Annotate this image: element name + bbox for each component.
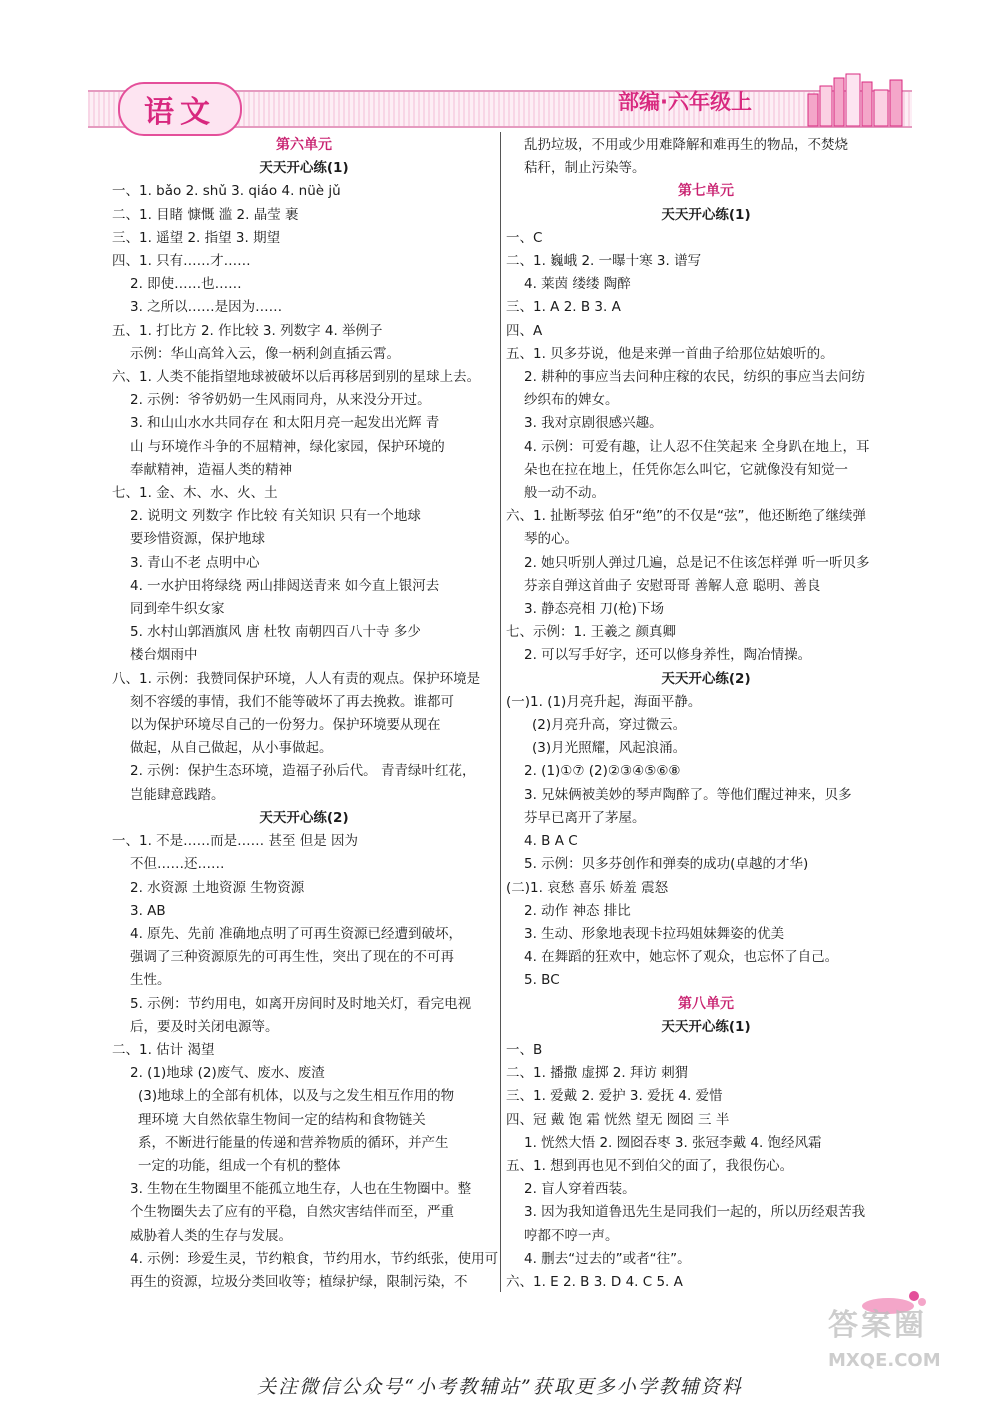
answer-line: 一、1. bǎo 2. shǔ 3. qiáo 4. nüè jǔ: [112, 183, 341, 200]
answer-line: 威胁着人类的生存与发展。: [130, 1227, 292, 1244]
answer-line: 系，不断进行能量的传递和营养物质的循环，并产生: [138, 1134, 449, 1151]
answer-line: 5. BC: [524, 972, 560, 989]
answer-line: 奉献精神，造福人类的精神: [130, 461, 292, 478]
answer-line: 3. 生动、形象地表现卡拉玛姐妹舞姿的优美: [524, 925, 785, 942]
answer-line: 强调了三种资源原先的可再生性，突出了现在的不可再: [130, 949, 454, 966]
answer-line: 理环境 大自然依靠生物间一定的结构和食物链关: [138, 1111, 426, 1128]
answer-line: 2. 即使……也……: [130, 276, 242, 293]
answer-line: 二、1. 估计 渴望: [112, 1041, 215, 1058]
answer-line: 一定的功能，组成一个有机的整体: [138, 1157, 341, 1174]
answer-line: 5. 示例：节约用电，如离开房间时及时地关灯，看完电视: [130, 995, 472, 1012]
answer-line: 秸秆，制止污染等。: [524, 160, 646, 177]
answer-line: 同到牵牛织女家: [130, 601, 225, 618]
exercise-title: 天天开心练(2): [259, 809, 349, 826]
answer-line: 2. 示例：爷爷奶奶一生风雨同舟，从来没分开过。: [130, 392, 431, 409]
answer-line: 做起，从自己做起，从小事做起。: [130, 740, 333, 757]
answer-line: 山 与环境作斗争的不屈精神，绿化家园，保护环境的: [130, 438, 445, 455]
answer-line: (二)1. 哀愁 喜乐 娇羞 震怒: [506, 879, 669, 896]
answer-line: 个生物圈失去了应有的平稳，自然灾害结伴而至，严重: [130, 1204, 454, 1221]
subject-label: 语文: [144, 95, 216, 130]
answer-line: 2. (1)地球 (2)废气、废水、废渣: [130, 1065, 325, 1082]
answer-line: 三、1. 爱戴 2. 爱护 3. 爱抚 4. 爱惜: [506, 1088, 723, 1105]
right-answer-column: [506, 134, 906, 1294]
answer-line: 不但……还……: [130, 856, 225, 873]
answer-line: 3. 青山不老 点明中心: [130, 554, 260, 571]
answer-line: 生性。: [130, 972, 171, 989]
answer-line: 刻不容缓的事情，我们不能等破坏了再去挽救。谁都可: [130, 693, 454, 710]
left-answer-column: [112, 134, 499, 1294]
answer-line: 4. 莱茵 缕缕 陶醉: [524, 276, 631, 293]
answer-line: (2)月亮升高，穿过微云。: [532, 717, 687, 734]
answer-line: 2. 盲人穿着西装。: [524, 1181, 636, 1198]
answer-line: 3. AB: [130, 902, 166, 919]
answer-line: 七、示例：1. 王羲之 颜真卿: [506, 624, 676, 641]
watermark: [828, 1300, 988, 1380]
answer-line: 2. 示例：保护生态环境，造福子孙后代。 青青绿叶红花，: [130, 763, 476, 780]
answer-line: 三、1. 遥望 2. 指望 3. 期望: [112, 229, 281, 246]
exercise-title: 天天开心练(1): [259, 160, 349, 177]
answer-line: 3. 兄妹俩被美妙的琴声陶醉了。等他们醒过神来，贝多: [524, 786, 852, 803]
answer-line: 3. 和山山水水共同存在 和太阳月亮一起发出光辉 青: [130, 415, 440, 432]
exercise-title: 天天开心练(1): [661, 206, 751, 223]
answer-line: 岂能肆意践踏。: [130, 786, 225, 803]
answer-line: 5. 水村山郭酒旗风 唐 杜牧 南朝四百八十寺 多少: [130, 624, 421, 641]
answer-line: 2. 水资源 土地资源 生物资源: [130, 879, 305, 896]
answer-line: 纱织布的婢女。: [524, 392, 619, 409]
answer-line: (一)1. (1)月亮升起，海面平静。: [506, 693, 702, 710]
grade-label: 部编·六年级上: [618, 90, 752, 114]
column-divider: [500, 132, 501, 1292]
answer-line: 2. 耕种的事应当去问种庄稼的农民，纺织的事应当去问纺: [524, 369, 866, 386]
page-header: [88, 72, 912, 132]
books-decoration-icon: [802, 72, 912, 132]
answer-line: 四、1. 只有……才……: [112, 253, 251, 270]
answer-line: 二、1. 巍峨 2. 一曝十寒 3. 谱写: [506, 253, 702, 270]
answer-line: 三、1. A 2. B 3. A: [506, 299, 621, 316]
answer-line: (3)地球上的全部有机体，以及与之发生相互作用的物: [138, 1088, 455, 1105]
answer-line: 一、C: [506, 229, 543, 246]
answer-line: 五、1. 想到再也见不到伯父的面了，我很伤心。: [506, 1157, 794, 1174]
answer-line: 芬亲自弹这首曲子 安慰哥哥 善解人意 聪明、善良: [524, 577, 821, 594]
answer-line: 六、1. E 2. B 3. D 4. C 5. A: [506, 1273, 683, 1290]
unit-title: 第八单元: [678, 995, 734, 1012]
answer-line: 六、1. 扯断琴弦 伯牙“绝”的不仅是“弦”，他还断绝了继续弹: [506, 508, 866, 525]
answer-line: 芬早已离开了茅屋。: [524, 809, 646, 826]
watermark-site: MXQE.COM: [828, 1350, 941, 1371]
answer-line: 四、冠 戴 饱 霜 恍然 望无 囫囵 三 半: [506, 1111, 730, 1128]
answer-line: 2. 她只听别人弹过几遍，总是记不住该怎样弹 听一听贝多: [524, 554, 870, 571]
answer-line: 朵也在拉在地上，任凭你怎么叫它，它就像没有知觉一: [524, 461, 848, 478]
answer-line: 3. 之所以……是因为……: [130, 299, 283, 316]
answer-line: 后，要及时关闭电源等。: [130, 1018, 279, 1035]
answer-line: 2. 动作 神态 排比: [524, 902, 631, 919]
answer-line: 楼台烟雨中: [130, 647, 198, 664]
answer-line: 4. B A C: [524, 833, 578, 850]
unit-title: 第六单元: [276, 137, 332, 153]
answer-line: 五、1. 贝多芬说，他是来弹一首曲子给那位姑娘听的。: [506, 345, 834, 362]
answer-line: 般一动不动。: [524, 485, 605, 502]
answer-line: 3. 生物在生物圈里不能孤立地生存，人也在生物圈中。整: [130, 1181, 472, 1198]
answer-line: 六、1. 人类不能指望地球被破坏以后再移居到别的星球上去。: [112, 369, 481, 386]
answer-line: 4. 删去“过去的”或者“往”。: [524, 1250, 691, 1267]
answer-line: 二、1. 播撒 虚掷 2. 拜访 刺猬: [506, 1065, 689, 1082]
answer-line: 示例：华山高耸入云，像一柄利剑直插云霄。: [130, 345, 400, 362]
answer-line: 一、1. 不是……而是…… 甚至 但是 因为: [112, 833, 359, 850]
answer-line: 3. 因为我知道鲁迅先生是同我们一起的，所以历经艰苦我: [524, 1204, 866, 1221]
answer-line: 要珍惜资源，保护地球: [130, 531, 265, 548]
answer-line: 八、1. 示例：我赞同保护环境，人人有责的观点。保护环境是: [112, 670, 481, 687]
answer-line: 哼都不哼一声。: [524, 1227, 619, 1244]
answer-line: (3)月光照耀，风起浪涌。: [532, 740, 687, 757]
answer-line: 以为保护环境尽自己的一份努力。保护环境要从现在: [130, 717, 441, 734]
answer-line: 4. 一水护田将绿绕 两山排闼送青来 如今直上银河去: [130, 577, 440, 594]
answer-line: 乱扔垃圾，不用或少用难降解和难再生的物品，不焚烧: [524, 137, 848, 153]
answer-line: 5. 示例：贝多芬创作和弹奏的成功(卓越的才华): [524, 856, 809, 873]
answer-line: 1. 恍然大悟 2. 囫囵吞枣 3. 张冠李戴 4. 饱经风霜: [524, 1134, 822, 1151]
answer-line: 4. 示例：珍爱生灵，节约粮食，节约用水，节约纸张，使用可: [130, 1250, 499, 1267]
exercise-title: 天天开心练(2): [661, 670, 751, 687]
answer-line: 五、1. 打比方 2. 作比较 3. 列数字 4. 举例子: [112, 322, 383, 339]
answer-line: 再生的资源，垃圾分类回收等；植绿护绿，限制污染，不: [130, 1273, 468, 1290]
answer-line: 2. (1)①⑦ (2)②③④⑤⑥⑧: [524, 763, 681, 780]
answer-line: 二、1. 目睹 慷慨 滥 2. 晶莹 裹: [112, 206, 299, 223]
answer-line: 4. 示例：可爱有趣，让人忍不住笑起来 全身趴在地上，耳: [524, 438, 870, 455]
answer-line: 四、A: [506, 322, 543, 339]
answer-line: 2. 可以写手好字，还可以修身养性，陶冶情操。: [524, 647, 812, 664]
unit-title: 第七单元: [678, 183, 734, 200]
answer-line: 2. 说明文 列数字 作比较 有关知识 只有一个地球: [130, 508, 421, 525]
answer-line: 4. 在舞蹈的狂欢中，她忘怀了观众，也忘怀了自己。: [524, 949, 839, 966]
answer-line: 3. 静态亮相 刀(枪)下场: [524, 601, 664, 618]
watermark-logo: 答案圈: [828, 1308, 927, 1343]
subject-badge: [118, 82, 242, 136]
footer-notice: 关注微信公众号“小考教辅站”获取更多小学教辅资料: [257, 1376, 743, 1398]
answer-line: 琴的心。: [524, 531, 578, 548]
answer-line: 一、B: [506, 1041, 543, 1058]
answer-line: 3. 我对京剧很感兴趣。: [524, 415, 663, 432]
answer-line: 4. 原先、先前 准确地点明了可再生资源已经遭到破坏，: [130, 925, 462, 942]
exercise-title: 天天开心练(1): [661, 1018, 751, 1035]
answer-line: 七、1. 金、木、水、火、土: [112, 485, 278, 502]
